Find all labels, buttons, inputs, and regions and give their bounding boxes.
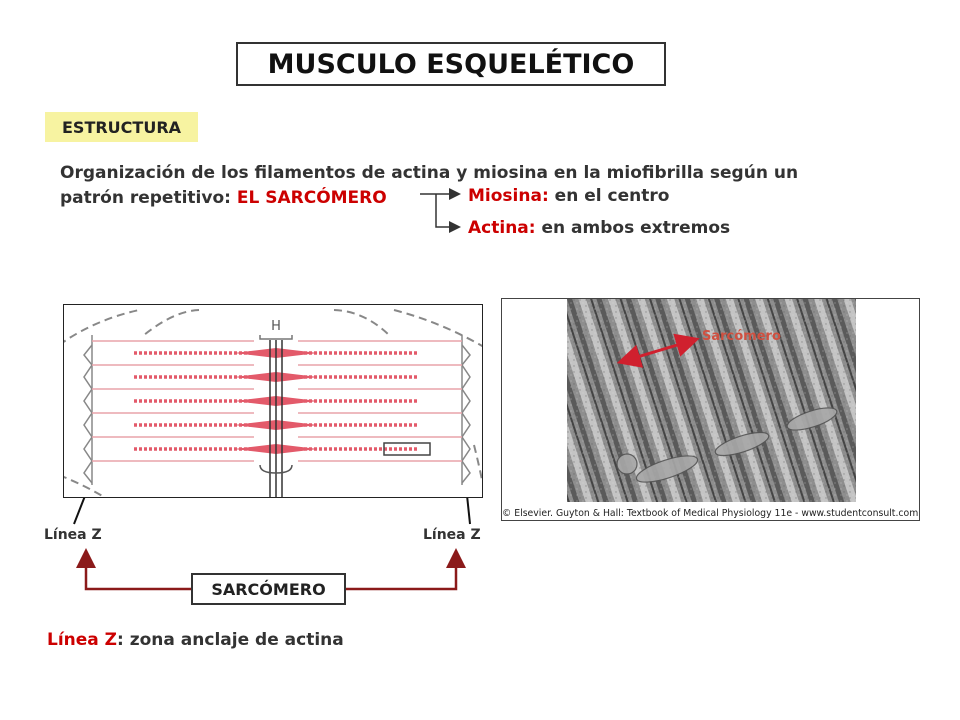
footer-note [47, 630, 344, 650]
page-title-text: MUSCULO ESQUELÉTICO [267, 48, 635, 80]
footer-text: : zona anclaje de actina [117, 630, 344, 650]
footer-label: Línea Z [47, 630, 118, 650]
micrograph-credit: © Elsevier. Guyton & Hall: Textbook of Medical Physiology 11e - www.studentconsult.com [502, 508, 919, 519]
sarcomero-box [191, 573, 346, 605]
miosina-text: en el centro [548, 186, 670, 206]
description-line2-prefix: patrón repetitivo: [60, 188, 237, 208]
sarcomero-double-arrow [634, 340, 694, 358]
sarcomero-box-text: SARCÓMERO [211, 579, 326, 599]
micrograph-sarcomero-label: Sarcómero [702, 329, 781, 344]
actina-text: en ambos extremos [535, 218, 731, 238]
sarcomero-highlight: EL SARCÓMERO [236, 188, 387, 208]
h-zone-label: H [271, 319, 281, 334]
linea-z-left-label: Línea Z [44, 527, 102, 543]
linea-z-right-label: Línea Z [423, 527, 481, 543]
description-line1: Organización de los filamentos de actina y miosina en la miofibrilla según un [60, 163, 799, 183]
miosina-label: Miosina: [468, 186, 549, 206]
actina-label: Actina: [468, 218, 536, 238]
section-tag-text: ESTRUCTURA [61, 117, 182, 137]
